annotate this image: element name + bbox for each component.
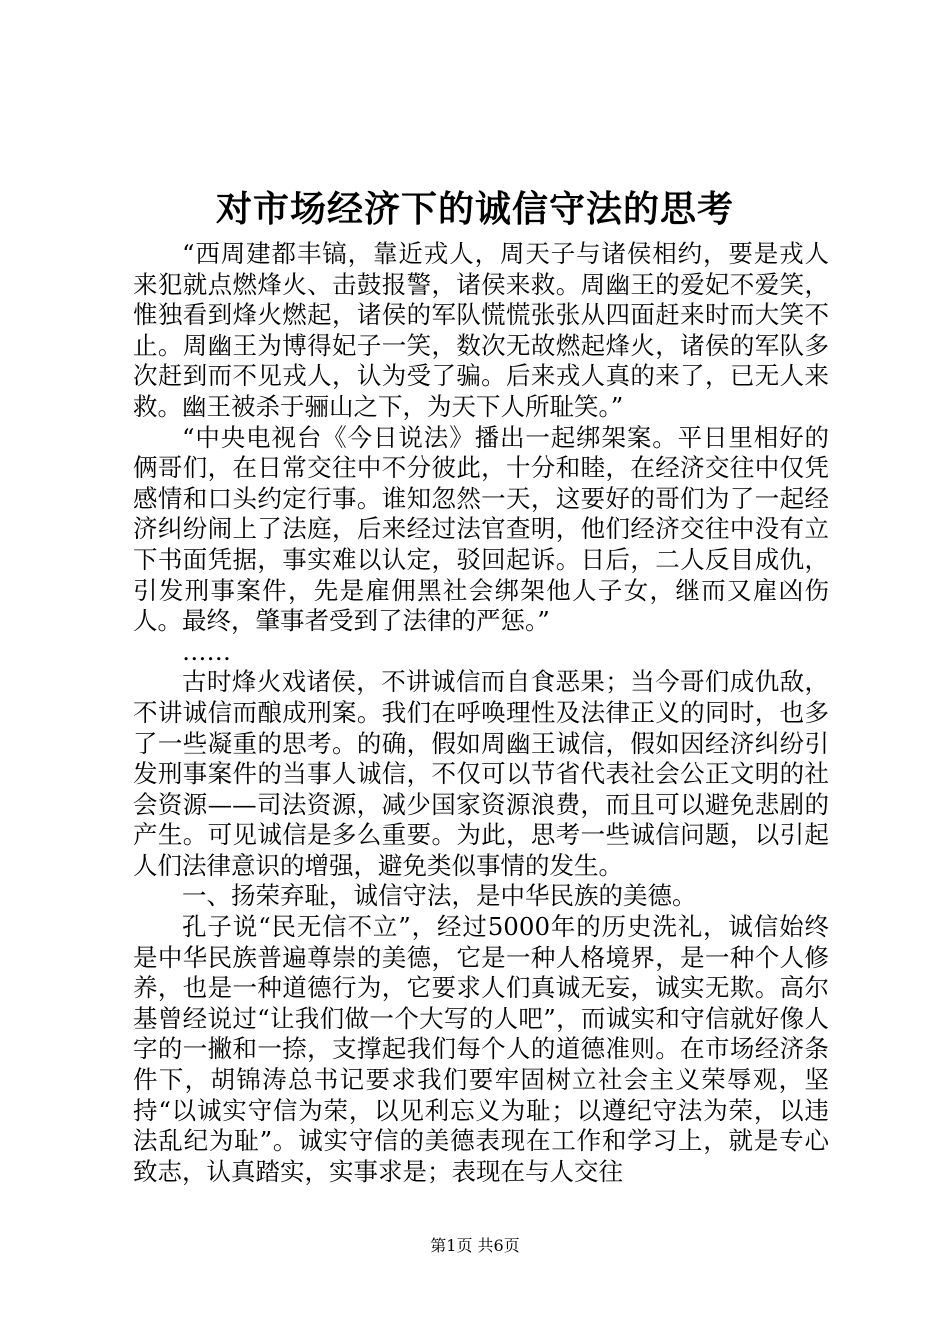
paragraph-2: “中央电视台《今日说法》播出一起绑架案。平日里相好的俩哥们，在日常交往中不分彼此，十分和睦，在经济交往中仅凭感情和口头约定行事。谁知忽然一天，这要好的哥们为了一起经济纠纷闹上了法庭，后来经过法官查明，他们经济交往中没有立下书面凭据，事实难以认定，驳回起诉。日后，二人反目成仇，引发刑事案件，先是雇佣黑社会绑架他人子女，继而又雇凶伤人。最终，肇事者受到了法律的严惩。” — [133, 422, 829, 636]
document-body — [133, 239, 829, 1187]
section-heading-1: 一、扬荣弃耻，诚信守法，是中华民族的美德。 — [182, 881, 697, 911]
paragraph-4: 孔子说“民无信不立”，经过5000年的历史洗礼，诚信始终是中华民族普遍尊崇的美德，它是一种人格境界，是一种个人修养，也是一种道德行为，它要求人们真诚无妄，诚实无欺。高尔基曾经说过“让我们做一个大写的人吧”，而诚实和守信就好像人字的一撇和一捺，支撑起我们每个人的道德准则。在市场经济条件下，胡锦涛总书记要求我们要牢固树立社会主义荣辱观，坚持“以诚实守信为荣，以见利忘义为耻；以遵纪守法为荣，以违法乱纪为耻”。诚实守信的美德表现在工作和学习上，就是专心致志，认真踏实，实事求是；表现在与人交往 — [133, 912, 829, 1186]
document-title: 对市场经济下的诚信守法的思考 — [215, 188, 734, 230]
paragraph-3: 古时烽火戏诸侯，不讲诚信而自食恶果；当今哥们成仇敌，不讲诚信而酿成刑案。我们在呼唤理性及法律正义的同时，也多了一些凝重的思考。的确，假如周幽王诚信，假如因经济纠纷引发刑事案件的当事人诚信，不仅可以节省代表社会公正文明的社会资源——司法资源，减少国家资源浪费，而且可以避免悲剧的产生。可见诚信是多么重要。为此，思考一些诚信问题，以引起人们法律意识的增强，避免类似事情的发生。 — [133, 667, 829, 880]
page-footer: 第1页 共6页 — [430, 1236, 520, 1255]
paragraph-1: “西周建都丰镐，靠近戎人，周天子与诸侯相约，要是戎人来犯就点燃烽火、击鼓报警，诸侯来救。周幽王的爱妃不爱笑，惟独看到烽火燃起，诸侯的军队慌慌张张从四面赶来时而大笑不止。周幽王为博得妃子一笑，数次无故燃起烽火，诸侯的军队多次赶到而不见戎人，认为受了骗。后来戎人真的来了，已无人来救。幽王被杀于骊山之下，为天下人所耻笑。” — [133, 239, 829, 421]
ellipsis-line: …… — [182, 636, 231, 666]
